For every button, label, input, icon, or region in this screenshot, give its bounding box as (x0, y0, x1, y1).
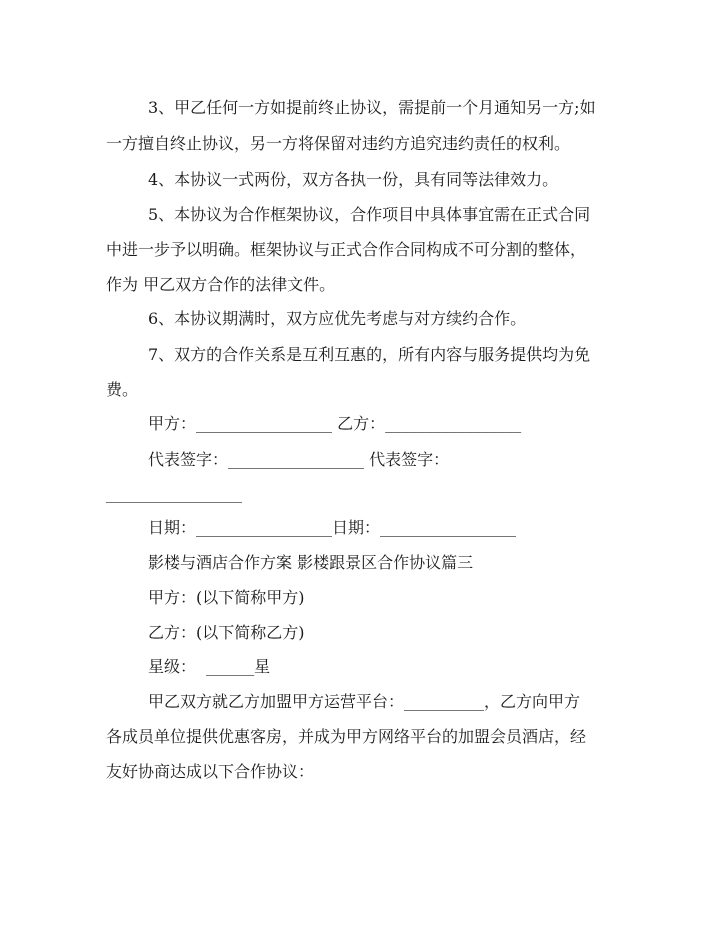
clause-4: 4、本协议一式两份，双方各执一份，具有同等法律效力。 (148, 170, 559, 189)
star-rating-line: 星级： ______星 (148, 657, 271, 676)
intro-line-2: 各成员单位提供优惠客房，并成为甲方网络平台的加盟会员酒店，经 (106, 727, 587, 746)
clause-5-line-1: 5、本协议为合作框架协议，合作项目中具体事宜需在正式合同 (148, 205, 591, 224)
clause-3-line-1: 3、甲乙任何一方如提前终止协议，需提前一个月通知另一方;如 (148, 98, 596, 117)
section-heading: 影楼与酒店合作方案 影楼跟景区合作协议篇三 (148, 553, 474, 572)
intro-line-3: 友好协商达成以下合作协议： (106, 762, 315, 781)
clause-6: 6、本协议期满时，双方应优先考虑与对方续约合作。 (148, 309, 527, 328)
party-a-line: 甲方：(以下简称甲方) (148, 588, 305, 607)
clause-3-line-2: 一方擅自终止协议，另一方将保留对违约方追究违约责任的权利。 (106, 134, 571, 153)
party-b-line: 乙方：(以下简称乙方) (148, 623, 305, 642)
clause-5-line-2: 中进一步予以明确。框架协议与正式合作合同构成不可分割的整体， (106, 240, 587, 259)
clause-7-line-1: 7、双方的合作关系是互利互惠的，所有内容与服务提供均为免 (148, 345, 591, 364)
intro-line-1: 甲乙双方就乙方加盟甲方运营平台：__________，乙方向甲方 (148, 692, 581, 711)
date-line: 日期：_________________日期：_________________ (148, 518, 517, 537)
signature-blank: _________________ (106, 484, 242, 503)
clause-7-line-2: 费。 (106, 380, 139, 399)
representative-signature-line: 代表签字：_________________ 代表签字： (148, 450, 450, 469)
clause-5-line-3: 作为 甲乙双方合作的法律文件。 (106, 275, 336, 294)
party-signature-line: 甲方：_________________ 乙方：_________________ (148, 414, 522, 433)
